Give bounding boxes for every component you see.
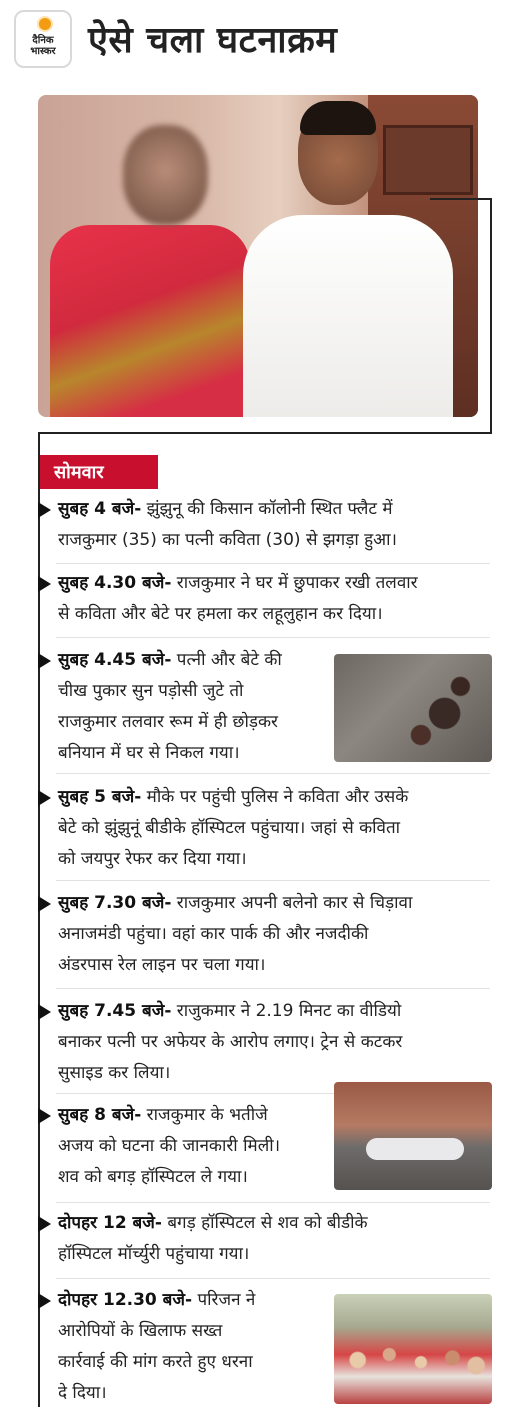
protest-crowd-photo — [334, 1294, 492, 1404]
event-time: दोपहर 12.30 बजे- — [58, 1290, 193, 1310]
event-text: दोपहर 12 बजे- बगड़ हॉस्पिटल से शव को बीडीके हॉस्पिटल मॉर्च्युरी पहुंचाया गया। — [58, 1213, 368, 1264]
event-text: सुबह 4.30 बजे- राजकुमार ने घर में छुपाकर रखी तलवार से कविता और बेटे पर हमला कर लहूलुहान कर दिया। — [58, 573, 418, 624]
arrow-marker-icon — [38, 576, 51, 592]
event-text: सुबह 5 बजे- मौके पर पहुंची पुलिस ने कविता और उसके बेटे को झुंझुनूं बीडीके हॉस्पिटल पहुंचाया। जहां से कविता को जयपुर रेफर कर दिया गया। — [58, 787, 409, 869]
arrow-marker-icon — [38, 1004, 51, 1020]
event-text: सुबह 4 बजे- झुंझुनू की किसान कॉलोनी स्थित फ्लैट में राजकुमार (35) का पत्नी कविता (30) से झगड़ा हुआ। — [58, 499, 398, 550]
frame-line — [38, 432, 492, 434]
event-time: सुबह 7.30 बजे- — [58, 893, 172, 913]
event-time: सुबह 4.30 बजे- — [58, 573, 172, 593]
event-time: सुबह 7.45 बजे- — [58, 1001, 172, 1021]
event-text: सुबह 4.45 बजे- पत्नी और बेटे की चीख पुकार सुन पड़ोसी जुटे तो राजकुमार तलवार रूम में ही छोड़कर बनियान में घर से निकल गया। — [58, 650, 282, 763]
event-text: सुबह 7.45 बजे- राजुकमार ने 2.19 मिनट का वीडियो बनाकर पत्नी पर अफेयर के आरोप लगाए। ट्रेन से कटकर सुसाइड कर लिया। — [58, 1001, 403, 1083]
day-badge: सोमवार — [40, 455, 158, 489]
event-text: सुबह 8 बजे- राजकुमार के भतीजे अजय को घटना की जानकारी मिली। शव को बगड़ हॉस्पिटल ले गया। — [58, 1105, 281, 1187]
sun-icon — [39, 18, 51, 30]
frame-line — [490, 198, 492, 434]
event-text: दोपहर 12.30 बजे- परिजन ने आरोपियों के खिलाफ सख्त कार्रवाई की मांग करते हुए धरना दे दिया। — [58, 1290, 256, 1403]
event-time: सुबह 5 बजे- — [58, 787, 142, 807]
divider — [56, 563, 490, 564]
arrow-marker-icon — [38, 1108, 51, 1124]
divider — [56, 1278, 490, 1279]
covered-body-photo — [334, 1082, 492, 1190]
logo-line-2: भास्कर — [30, 46, 56, 57]
header — [0, 0, 512, 90]
arrow-marker-icon — [38, 1293, 51, 1309]
divider — [56, 773, 490, 774]
page-title: ऐसे चला घटनाक्रम — [88, 20, 338, 61]
arrow-marker-icon — [38, 790, 51, 806]
logo-line-1: दैनिक — [32, 35, 54, 46]
arrow-marker-icon — [38, 896, 51, 912]
event-time: दोपहर 12 बजे- — [58, 1213, 162, 1233]
dainik-bhaskar-logo[interactable] — [14, 10, 72, 68]
couple-photo — [38, 95, 478, 417]
divider — [56, 637, 490, 638]
event-text: सुबह 7.30 बजे- राजकुमार अपनी बलेनो कार से चिड़ावा अनाजमंडी पहुंचा। वहां कार पार्क की और नजदीकी अंडरपास रेल लाइन पर चला गया। — [58, 893, 413, 975]
divider — [56, 1202, 490, 1203]
divider — [56, 988, 490, 989]
event-time: सुबह 8 बजे- — [58, 1105, 142, 1125]
arrow-marker-icon — [38, 502, 51, 518]
divider — [56, 880, 490, 881]
event-time: सुबह 4.45 बजे- — [58, 650, 172, 670]
crime-scene-photo — [334, 654, 492, 762]
arrow-marker-icon — [38, 1216, 51, 1232]
frame-line — [430, 198, 492, 200]
event-time: सुबह 4 बजे- — [58, 499, 142, 519]
arrow-marker-icon — [38, 653, 51, 669]
